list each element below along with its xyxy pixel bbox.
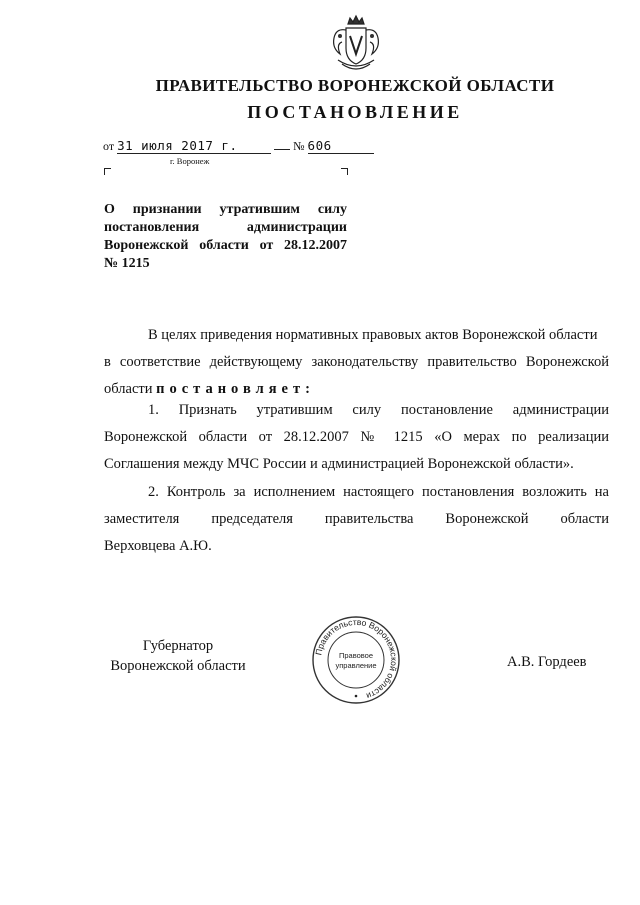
date-value: 31 июля 2017 г. [117, 138, 238, 153]
subject-line: № 1215 [104, 256, 150, 271]
stamp-center-line: Правовое [338, 651, 374, 660]
corner-mark-right [341, 168, 348, 175]
stamp-star-icon [355, 695, 358, 698]
item-1-paragraph [104, 397, 609, 478]
stamp-center-line: управление [335, 661, 377, 670]
subject-line: постановления администрации [104, 220, 347, 235]
item-2-line: заместителя председателя правительства Воронежской области [104, 511, 609, 527]
resolves-word: постановляет: [156, 381, 315, 397]
number-prefix: № [293, 139, 305, 153]
number-value: 606 [307, 138, 332, 153]
signatory-title-line: Воронежской области [110, 658, 246, 674]
item-1-line: Соглашения между МЧС России и администрацией Воронежской области». [104, 456, 574, 472]
coat-of-arms-icon [328, 14, 384, 74]
signatory-name: А.В. Гордеев [507, 654, 587, 670]
signatory-title [104, 636, 252, 676]
organization-title: ПРАВИТЕЛЬСТВО ВОРОНЕЖСКОЙ ОБЛАСТИ [155, 76, 555, 95]
item-1-line: Воронежской области от 28.12.2007 № 1215 «О мерах по реализации [104, 429, 609, 445]
subject-line: Воронежской области от 28.12.2007 [104, 238, 347, 253]
stamp-ring-text: Правительство Воронежской области [313, 616, 400, 702]
signatory-title-line: Губернатор [142, 638, 214, 654]
document-subject [104, 201, 347, 273]
preamble-area: области [104, 381, 153, 397]
preamble-line: в соответствие действующему законодательству правительство Воронежской [104, 354, 609, 370]
preamble-line: В целях приведения нормативных правовых актов Воронежской области [148, 327, 598, 343]
date-prefix: от [103, 139, 115, 153]
item-1-line: 1. Признать утратившим силу постановление администрации [148, 402, 609, 418]
date-field [117, 139, 271, 154]
preamble-paragraph [104, 322, 609, 403]
city-label: г. Воронеж [170, 156, 210, 166]
date-number-line [103, 139, 374, 154]
document-type: ПОСТАНОВЛЕНИЕ [247, 102, 463, 122]
subject-line: О признании утратившим силу [104, 202, 347, 217]
official-stamp [310, 614, 402, 706]
corner-mark-left [104, 168, 111, 175]
item-2-line: Верховцева А.Ю. [104, 538, 212, 554]
item-2-line: 2. Контроль за исполнением настоящего постановления возложить на [148, 484, 609, 500]
item-2-paragraph [104, 479, 609, 560]
number-field [308, 139, 374, 154]
